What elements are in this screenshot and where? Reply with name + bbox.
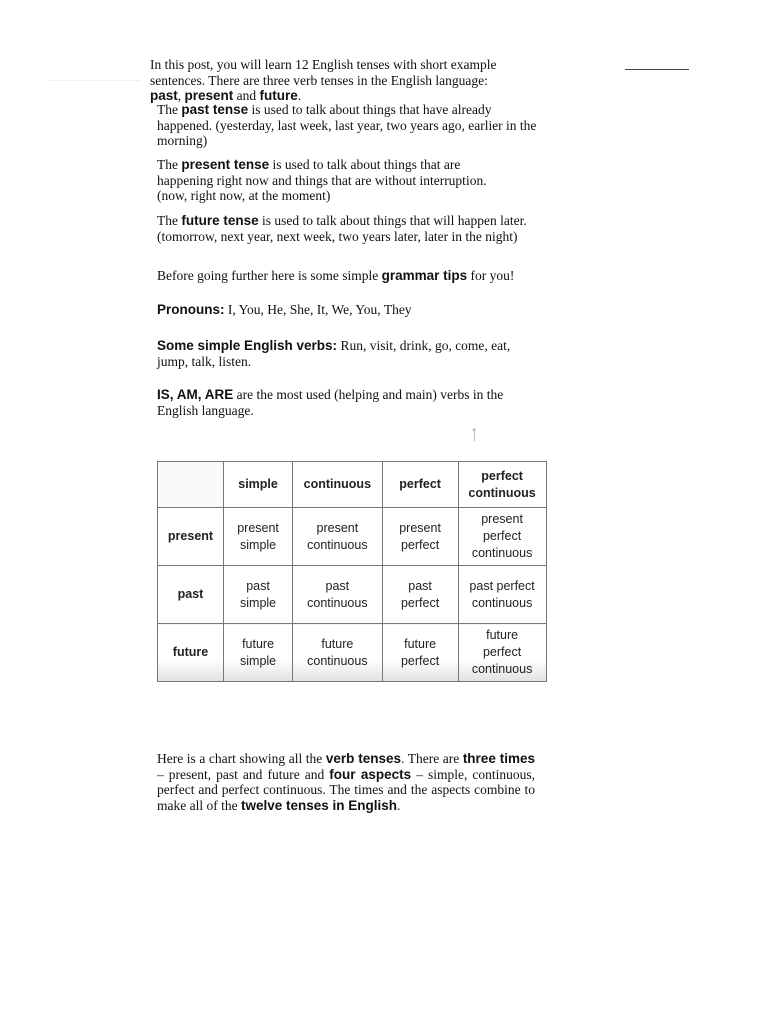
table-corner-cell: [158, 462, 224, 508]
tenses-table: [157, 461, 547, 682]
row-header-future: future: [158, 624, 224, 682]
future-tense-paragraph: [157, 213, 542, 244]
chart-t4: – simple, continuous, perfect and perfect continuous. The times and the aspects combine to make all of the: [157, 766, 536, 813]
past-tense-term: past tense: [181, 102, 249, 117]
future-tense-term: future tense: [181, 213, 259, 228]
pronouns-text: I, You, He, She, It, We, You, They: [227, 302, 412, 317]
grammar-tips-paragraph: [157, 268, 557, 284]
table-cell: present simple: [224, 508, 293, 566]
twelve-tenses-term: twelve tenses in English: [240, 797, 398, 813]
table-row: [158, 508, 547, 566]
column-header-continuous: continuous: [293, 462, 382, 508]
chart-t1: Here is a chart showing all the: [157, 751, 323, 766]
intro-paragraph: [150, 57, 550, 104]
is-am-are-label: IS, AM, ARE: [157, 387, 234, 402]
table-cell: past continuous: [293, 566, 382, 624]
column-header-perfect-continuous: perfect continuous: [458, 462, 546, 508]
table-cell: past perfect: [382, 566, 458, 624]
past-pre: The: [157, 102, 178, 117]
future-text: is used to talk about things that will happen later. (tomorrow, next year, next week, two years later, later in the night): [157, 213, 527, 244]
table-cell: present continuous: [293, 508, 382, 566]
verbs-paragraph: [157, 338, 539, 369]
grammar-post: for you!: [470, 268, 515, 283]
top-right-rule: [625, 69, 689, 70]
table-cell: future perfect: [382, 624, 458, 682]
present-text-2: (now, right now, at the moment): [157, 188, 331, 203]
table-header-row: [158, 462, 547, 508]
is-am-are-text: are the most used (helping and main) verbs in the English language.: [157, 387, 504, 418]
table-cell: future perfect continuous: [458, 624, 546, 682]
table-row: [158, 566, 547, 624]
row-header-present: present: [158, 508, 224, 566]
four-aspects-term: four aspects: [329, 766, 412, 782]
is-am-are-paragraph: [157, 387, 537, 418]
table-cell: past perfect continuous: [458, 566, 546, 624]
intro-past: past: [150, 88, 178, 103]
column-header-perfect: perfect: [382, 462, 458, 508]
chart-t2: . There are: [401, 751, 460, 766]
intro-line-1: In this post, you will learn 12 English tenses with short example: [150, 57, 497, 72]
intro-present: present: [184, 88, 234, 103]
present-tense-term: present tense: [181, 157, 270, 172]
future-pre: The: [157, 213, 178, 228]
verb-tenses-term: verb tenses: [325, 751, 402, 766]
present-tense-paragraph: [157, 157, 517, 204]
table-cell: past simple: [224, 566, 293, 624]
verbs-text: Run, visit, drink, go, come, eat, jump, talk, listen.: [157, 338, 511, 369]
table-cell: future simple: [224, 624, 293, 682]
row-header-past: past: [158, 566, 224, 624]
table-cell: present perfect continuous: [458, 508, 546, 566]
intro-and: and: [236, 88, 257, 103]
intro-future: future: [259, 88, 298, 103]
chart-explanation-paragraph: [157, 751, 535, 813]
present-pre: The: [157, 157, 178, 172]
past-tense-paragraph: [157, 102, 542, 149]
faint-rule: [48, 80, 140, 81]
pronouns-paragraph: [157, 302, 557, 318]
grammar-tips-term: grammar tips: [381, 268, 468, 283]
arrow-mark: [474, 428, 475, 441]
intro-line-2: sentences. There are three verb tenses in the English language:: [150, 72, 488, 88]
past-text: is used to talk about things that have already happened. (yesterday, last week, last year, two years ago, earlier in the morning): [157, 102, 537, 148]
pronouns-label: Pronouns:: [157, 302, 225, 317]
grammar-pre: Before going further here is some simple: [157, 268, 379, 283]
table-cell: present perfect: [382, 508, 458, 566]
chart-t3: – present, past and future and: [157, 766, 325, 782]
chart-t5: .: [397, 797, 401, 813]
intro-period: .: [297, 88, 302, 103]
table-cell: future continuous: [293, 624, 382, 682]
three-times-term: three times: [462, 751, 536, 766]
verbs-label: Some simple English verbs:: [157, 338, 338, 353]
table-row: [158, 624, 547, 682]
present-text: is used to talk about things that are happening right now and things that are without interruption.: [157, 157, 487, 188]
column-header-simple: simple: [224, 462, 293, 508]
intro-comma: ,: [177, 88, 182, 103]
